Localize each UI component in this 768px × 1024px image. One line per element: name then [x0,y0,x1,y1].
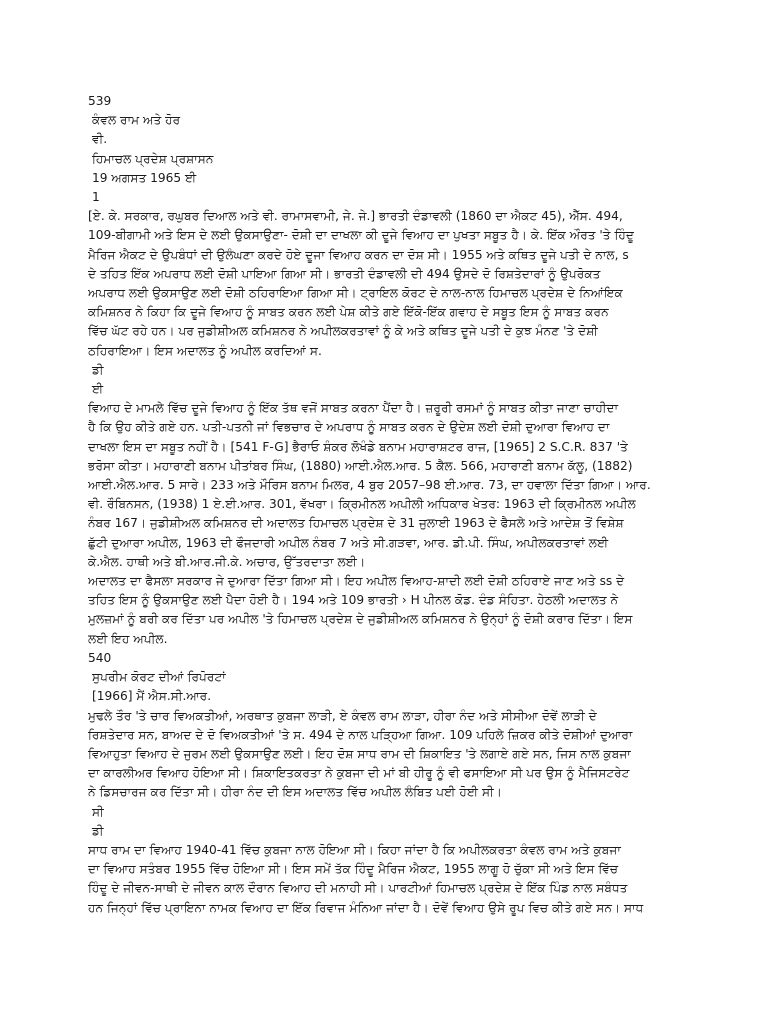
margin-marker: ਈ [92,382,104,397]
page-number: 539 [88,94,112,108]
holding-line: ਵੀ. ਰੌਬਿਨਸਨ, (1938) 1 ਏ.ਈ.ਆਰ. 301, ਵੱਖਰਾ। ਕ੍ਰਿਮੀਨਲ ਅਪੀਲੀ ਅਧਿਕਾਰ ਖੇਤਰ: 1963 ਦੀ ਕ੍ਰਿਮੀਨਲ ਅਪੀਲ [88,497,636,512]
holding-line: ਆਈ.ਐਲ.ਆਰ. 5 ਸਾਰੇ। 233 ਅਤੇ ਮੌਰਿਸ ਬਨਾਮ ਮਿਲਰ, 4 ਬੁਰ 2057–98 ਈ.ਆਰ. 73, ਦਾ ਹਵਾਲਾ ਦਿੱਤਾ ਗਿਆ। ਆਰ. [88,478,651,493]
holding-line: ਹੈ ਕਿ ਉਹ ਕੀਤੇ ਗਏ ਹਨ. ਪਤੀ-ਪਤਨੀ ਜਾਂ ਵਿਭਚਾਰ ਦੇ ਅਪਰਾਧ ਨੂੰ ਸਾਬਤ ਕਰਨ ਦੇ ਉਦੇਸ਼ ਲਈ ਦੋਸ਼ੀ ਦੁਆਰਾ ਵਿਆਹ ਦਾ [88,420,610,435]
judgment-line: ਲਈ ਇਹ ਅਪੀਲ. [88,631,168,646]
holding-line: ਭਰੋਸਾ ਕੀਤਾ। ਮਹਾਰਾਣੀ ਬਨਾਮ ਪੀਤਾਂਬਰ ਸਿੰਘ, (1880) ਆਈ.ਐਲ.ਆਰ. 5 ਕੈਲ. 566, ਮਹਾਰਾਣੀ ਬਨਾਮ ਕੱਲੂ, (1882) [88,458,633,473]
page-number: 540 [88,650,112,665]
margin-marker: ਸੀ [92,804,104,819]
case-date: 19 ਅਗਸਤ 1965 ਈ [92,170,197,185]
headnote-line: ਠਹਿਰਾਇਆ। ਇਸ ਅਦਾਲਤ ਨੂੰ ਅਪੀਲ ਕਰਦਿਆਂ ਸ. [88,343,322,358]
judgment-line: ਤਹਿਤ ਇਸ ਨੂੰ ਉਕਸਾਉਣ ਲਈ ਪੈਦਾ ਹੋਈ ਹੈ। 194 ਅਤੇ 109 ਭਾਰਤੀ › H ਪੀਨਲ ਕੋਡ. ਦੰਡ ਸੰਹਿਤਾ. ਹੇਠਲੀ ਅਦਾਲਤ ਨੇ [88,593,619,608]
headnote-line: ਕਮਿਸ਼ਨਰ ਨੇ ਕਿਹਾ ਕਿ ਦੂਜੇ ਵਿਆਹ ਨੂੰ ਸਾਬਤ ਕਰਨ ਲਈ ਪੇਸ਼ ਕੀਤੇ ਗਏ ਇੱਕੋ-ਇੱਕ ਗਵਾਹ ਦੇ ਸਬੂਤ ਇਸ ਨੂੰ ਸਾਬਤ ਕਰਨ [88,305,609,320]
body-line: ਰਿਸ਼ਤੇਦਾਰ ਸਨ, ਬਾਅਦ ਦੇ ਦੋ ਵਿਅਕਤੀਆਂ 'ਤੇ ਸ. 494 ਦੇ ਨਾਲ ਪੜ੍ਹਿਆ ਗਿਆ. 109 ਪਹਿਲੇ ਜ਼ਿਕਰ ਕੀਤੇ ਦੋਸ਼ੀਆਂ ਦੁਆਰਾ [88,727,633,742]
judgment-line: ਅਦਾਲਤ ਦਾ ਫੈਸਲਾ ਸਰਕਾਰ ਜੇ ਦੁਆਰਾ ਦਿੱਤਾ ਗਿਆ ਸੀ। ਇਹ ਅਪੀਲ ਵਿਆਹ-ਸ਼ਾਦੀ ਲਈ ਦੋਸ਼ੀ ਠਹਿਰਾਏ ਜਾਣ ਅਤੇ ss ਦੇ [88,574,625,589]
headnote-line: ਵਿੱਚ ਘੱਟ ਰਹੇ ਹਨ। ਪਰ ਜੁਡੀਸ਼ੀਅਲ ਕਮਿਸ਼ਨਰ ਨੇ ਅਪੀਲਕਰਤਾਵਾਂ ਨੂੰ ਕੇ ਅਤੇ ਕਥਿਤ ਦੂਜੇ ਪਤੀ ਦੇ ਕੁਝ ਮੰਨਣ 'ਤੇ ਦੋਸ਼ੀ [88,324,598,339]
margin-marker: ਡੀ [92,362,104,377]
margin-marker: 1 [92,190,100,205]
body-line: ਮੁਢਲੇ ਤੌਰ 'ਤੇ ਚਾਰ ਵਿਅਕਤੀਆਂ, ਅਰਥਾਤ ਕੁਬਜਾ ਲਾੜੀ, ਏ ਕੰਵਲ ਰਾਮ ਲਾੜਾ, ਹੀਰਾ ਨੰਦ ਅਤੇ ਸੀਸੀਆ ਦੋਵੇਂ ਲਾੜੀ ਦੇ [88,708,597,723]
judgment-line: ਮੁਲਜ਼ਮਾਂ ਨੂੰ ਬਰੀ ਕਰ ਦਿੱਤਾ ਪਰ ਅਪੀਲ 'ਤੇ ਹਿਮਾਚਲ ਪ੍ਰਦੇਸ਼ ਦੇ ਜੁਡੀਸ਼ੀਅਲ ਕਮਿਸ਼ਨਰ ਨੇ ਉਨ੍ਹਾਂ ਨੂੰ ਦੋਸ਼ੀ ਕਰਾਰ ਦਿੱਤਾ। ਇਸ [88,612,633,627]
holding-line: ਕੇ.ਐਲ. ਹਾਥੀ ਅਤੇ ਬੀ.ਆਰ.ਜੀ.ਕੇ. ਅਚਾਰ, ਉੱਤਰਦਾਤਾ ਲਈ। [88,554,366,569]
holding-line: ਵਿਆਹ ਦੇ ਮਾਮਲੇ ਵਿੱਚ ਦੂਜੇ ਵਿਆਹ ਨੂੰ ਇੱਕ ਤੱਥ ਵਜੋਂ ਸਾਬਤ ਕਰਨਾ ਪੈਂਦਾ ਹੈ। ਜ਼ਰੂਰੀ ਰਸਮਾਂ ਨੂੰ ਸਾਬਤ ਕੀਤਾ ਜਾਣਾ ਚਾਹੀਦਾ [88,401,619,416]
headnote-line: ਮੈਰਿਜ ਐਕਟ ਦੇ ਉਪਬੰਧਾਂ ਦੀ ਉਲੰਘਣਾ ਕਰਦੇ ਹੋਏ ਦੂਜਾ ਵਿਆਹ ਕਰਨ ਦਾ ਦੋਸ਼ ਸੀ। 1955 ਅਤੇ ਕਥਿਤ ਦੂਜੇ ਪਤੀ ਦੇ ਨਾਲ, s [88,247,629,262]
body-line: ਸਾਧ ਰਾਮ ਦਾ ਵਿਆਹ 1940-41 ਵਿੱਚ ਕੁਬਜਾ ਨਾਲ ਹੋਇਆ ਸੀ। ਕਿਹਾ ਜਾਂਦਾ ਹੈ ਕਿ ਅਪੀਲਕਰਤਾ ਕੰਵਲ ਰਾਮ ਅਤੇ ਕੁਬਜਾ [88,842,621,857]
body-line: ਵਿਆਹੁਤਾ ਵਿਆਹ ਦੇ ਜੁਰਮ ਲਈ ਉਕਸਾਉਣ ਲਈ। ਇਹ ਦੋਸ਼ ਸਾਧ ਰਾਮ ਦੀ ਸ਼ਿਕਾਇਤ 'ਤੇ ਲਗਾਏ ਗਏ ਸਨ, ਜਿਸ ਨਾਲ ਕੁਬਜਾ [88,746,631,761]
margin-marker: ਡੀ [92,823,104,838]
case-versus: ਵੀ. [92,132,108,147]
headnote-line: [ਏ. ਕੇ. ਸਰਕਾਰ, ਰਘੁਬਰ ਦਿਆਲ ਅਤੇ ਵੀ. ਰਾਮਾਸਵਾਮੀ, ਜੇ. ਜੇ.] ਭਾਰਤੀ ਦੰਡਾਵਲੀ (1860 ਦਾ ਐਕਟ 45), ਐੱਸ. 494, [88,209,623,224]
running-header-citation: [1966] ਮੈਂ ਐਸ.ਸੀ.ਆਰ. [92,689,212,704]
holding-line: ਦਾਖਲਾ ਇਸ ਦਾ ਸਬੂਤ ਨਹੀਂ ਹੈ। [541 F-G] ਭੈਰਾਓ ਸ਼ੰਕਰ ਲੋਖੰਡੇ ਬਨਾਮ ਮਹਾਰਾਸ਼ਟਰ ਰਾਜ, [1965] 2 S.C.R. 837 'ਤੇ [88,439,628,454]
holding-line: ਨੰਬਰ 167। ਜੁਡੀਸ਼ੀਅਲ ਕਮਿਸ਼ਨਰ ਦੀ ਅਦਾਲਤ ਹਿਮਾਚਲ ਪ੍ਰਦੇਸ਼ ਦੇ 31 ਜੁਲਾਈ 1963 ਦੇ ਫੈਸਲੇ ਅਤੇ ਆਦੇਸ਼ ਤੋਂ ਵਿਸ਼ੇਸ਼ [88,516,624,531]
body-line: ਹਿੰਦੂ ਦੇ ਜੀਵਨ-ਸਾਥੀ ਦੇ ਜੀਵਨ ਕਾਲ ਦੌਰਾਨ ਵਿਆਹ ਦੀ ਮਨਾਹੀ ਸੀ। ਪਾਰਟੀਆਂ ਹਿਮਾਚਲ ਪ੍ਰਦੇਸ਼ ਦੇ ਇੱਕ ਪਿੰਡ ਨਾਲ ਸਬੰਧਤ [88,881,628,896]
body-line: ਹਨ ਜਿਨ੍ਹਾਂ ਵਿੱਚ ਪ੍ਰਾਇਨਾ ਨਾਮਕ ਵਿਆਹ ਦਾ ਇੱਕ ਰਿਵਾਜ ਮੰਨਿਆ ਜਾਂਦਾ ਹੈ। ਦੋਵੇਂ ਵਿਆਹ ਉਸੇ ਰੂਪ ਵਿਚ ਕੀਤੇ ਗਏ ਸਨ। ਸਾਧ [88,900,644,915]
case-party-respondent: ਹਿਮਾਚਲ ਪ੍ਰਦੇਸ਼ ਪ੍ਰਸ਼ਾਸਨ [92,151,214,166]
document-page [88,92,688,918]
running-header: ਸੁਪਰੀਮ ਕੋਰਟ ਦੀਆਂ ਰਿਪੋਰਟਾਂ [92,670,226,685]
body-line: ਦਾ ਵਿਆਹ ਸਤੰਬਰ 1955 ਵਿੱਚ ਹੋਇਆ ਸੀ। ਇਸ ਸਮੇਂ ਤੱਕ ਹਿੰਦੂ ਮੈਰਿਜ ਐਕਟ, 1955 ਲਾਗੂ ਹੋ ਚੁੱਕਾ ਸੀ ਅਤੇ ਇਸ ਵਿੱਚ [88,862,619,877]
holding-line: ਛੁੱਟੀ ਦੁਆਰਾ ਅਪੀਲ, 1963 ਦੀ ਫੌਜਦਾਰੀ ਅਪੀਲ ਨੰਬਰ 7 ਅਤੇ ਸੀ.ਗੜਵਾ, ਆਰ. ਡੀ.ਪੀ. ਸਿੰਘ, ਅਪੀਲਕਰਤਾਵਾਂ ਲਈ [88,535,609,550]
body-line: ਨੇ ਡਿਸਚਾਰਜ ਕਰ ਦਿੱਤਾ ਸੀ। ਹੀਰਾ ਨੰਦ ਦੀ ਇਸ ਅਦਾਲਤ ਵਿੱਚ ਅਪੀਲ ਲੰਬਿਤ ਪਈ ਹੋਈ ਸੀ। [88,785,502,800]
case-party-appellant: ਕੰਵਲ ਰਾਮ ਅਤੇ ਹੋਰ [92,113,181,128]
headnote-line: ਦੇ ਤਹਿਤ ਇੱਕ ਅਪਰਾਧ ਲਈ ਦੋਸ਼ੀ ਪਾਇਆ ਗਿਆ ਸੀ। ਭਾਰਤੀ ਦੰਡਾਵਲੀ ਦੀ 494 ਉਸਦੇ ਦੋ ਰਿਸ਼ਤੇਦਾਰਾਂ ਨੂੰ ਉਪਰੋਕਤ [88,266,601,281]
headnote-line: ਅਪਰਾਧ ਲਈ ਉਕਸਾਉਣ ਲਈ ਦੋਸ਼ੀ ਠਹਿਰਾਇਆ ਗਿਆ ਸੀ। ਟ੍ਰਾਇਲ ਕੋਰਟ ਦੇ ਨਾਲ-ਨਾਲ ਹਿਮਾਚਲ ਪ੍ਰਦੇਸ਼ ਦੇ ਨਿਆਂਇਕ [88,286,623,301]
body-line: ਦਾ ਕਾਰਲੀਅਰ ਵਿਆਹ ਹੋਇਆ ਸੀ। ਸ਼ਿਕਾਇਤਕਰਤਾ ਨੇ ਕੁਬਜਾ ਦੀ ਮਾਂ ਬੀ ਹੀਰੂ ਨੂੰ ਵੀ ਫਸਾਇਆ ਸੀ ਪਰ ਉਸ ਨੂੰ ਮੈਜਿਸਟਰੇਟ [88,766,630,781]
headnote-line: 109-ਬੀਗਾਮੀ ਅਤੇ ਇਸ ਦੇ ਲਈ ਉਕਸਾਉਣਾ- ਦੋਸ਼ੀ ਦਾ ਦਾਖਲਾ ਕੀ ਦੂਜੇ ਵਿਆਹ ਦਾ ਪੁਖਤਾ ਸਬੂਤ ਹੈ। ਕੇ. ਇੱਕ ਔਰਤ 'ਤੇ ਹਿੰਦੂ [88,228,634,243]
